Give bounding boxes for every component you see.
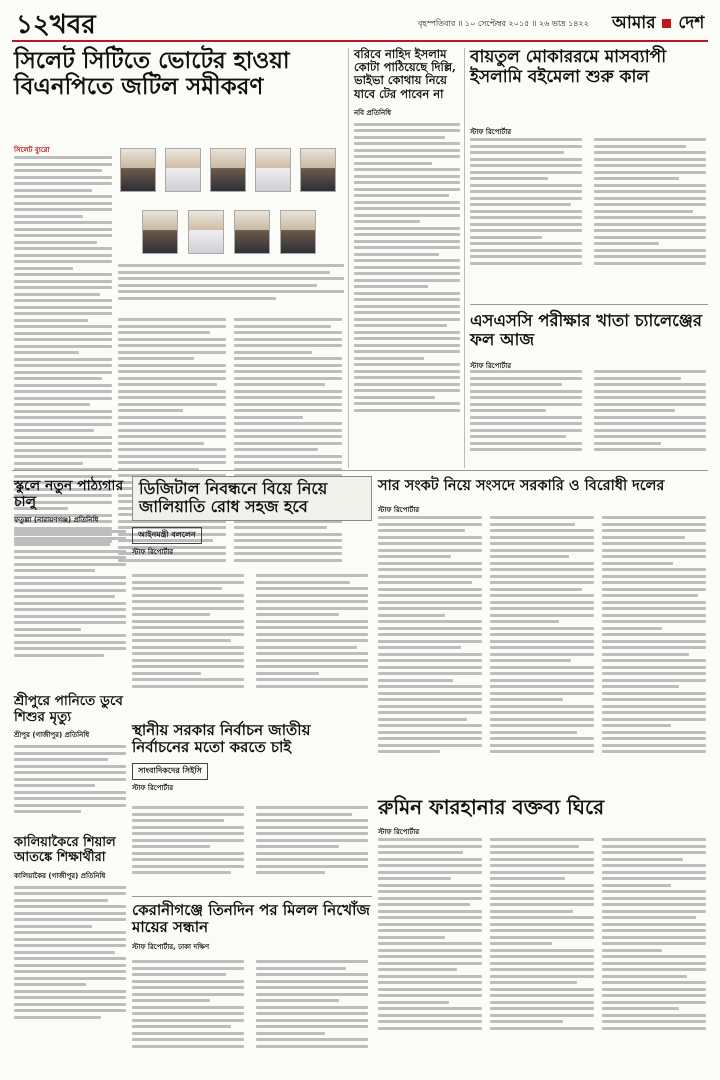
rumin-body-col1 (378, 838, 482, 1070)
marriage-body-col2 (256, 574, 368, 714)
ssc-body-col1 (470, 370, 582, 468)
kaliakoir-byline: কালিয়াকৈর (গাজীপুর) প্রতিনিধি (14, 871, 106, 880)
column-divider (348, 48, 349, 468)
candidate-photo (280, 210, 316, 254)
paper-logo (612, 10, 704, 38)
islami-headline: বায়তুল মোকাররমে মাসব্যাপী ইসলামি বইমেলা শুরু কাল (470, 47, 667, 87)
keraniganj-body-col2 (256, 960, 368, 1070)
keraniganj-headline: কেরানীগঞ্জে তিনদিন পর মিলল নিখোঁজ মায়ের সন্ধান (132, 901, 370, 937)
parliament-headline: সার সংকট নিয়ে সংসদে সরকারি ও বিরোধী দলের (378, 477, 665, 494)
kaliakoir-body (14, 886, 126, 1056)
article-school (14, 478, 126, 690)
masthead (0, 0, 720, 40)
paper-logo-prefix: আমার (612, 13, 656, 33)
logo-square-icon (662, 19, 671, 28)
school-headline: স্কুলে নতুন পাঠ্যগার চালু (14, 478, 124, 511)
paper-logo-suffix: দেশ (678, 13, 705, 33)
sreepur-byline: শ্রীপুর (গাজীপুর) প্রতিনিধি (14, 731, 90, 740)
article-islami (470, 48, 708, 300)
article-keraniganj (132, 902, 372, 1072)
masthead-divider (12, 40, 708, 42)
marriage-body-col1 (132, 574, 244, 714)
column-divider (464, 48, 465, 468)
local-gov-byline: স্টাফ রিপোর্টার (132, 783, 174, 792)
school-body (14, 530, 126, 680)
candidate-photo (234, 210, 270, 254)
candidate-photo (210, 148, 246, 192)
quota-byline: নবি প্রতিনিধি (354, 108, 392, 117)
parliament-body-col1 (378, 516, 482, 786)
article-local-gov (132, 722, 372, 892)
article-rumin (378, 796, 708, 1072)
rumin-body-col3 (602, 838, 706, 1070)
sreepur-body (14, 745, 126, 825)
kaliakoir-headline: কালিয়াকৈরে শিয়াল আতঙ্কে শিক্ষার্থীরা (14, 835, 116, 865)
sylhet-byline: সিলেট ব্যুরো (14, 146, 50, 154)
sreepur-headline: শ্রীপুরে পানিতে ডুবে শিশুর মৃত্যু (14, 693, 123, 725)
candidate-photo (300, 148, 336, 192)
keraniganj-byline: স্টাফ রিপোর্টার, ঢাকা দক্ষিণ (132, 942, 210, 951)
article-parliament (378, 478, 708, 792)
candidate-photo (120, 148, 156, 192)
ssc-byline: স্টাফ রিপোর্টার (470, 362, 512, 370)
islami-byline: স্টাফ রিপোর্টার (470, 128, 512, 136)
quota-headline: বরিবে নাহিদ ইসলাম কোটা পাঠিয়েছে দিল্লি, ভাইভা কোথায় নিয়ে যাবে টের পাবেন না (354, 47, 457, 101)
article-sreepur (14, 694, 126, 830)
marriage-tag: আইনমন্ত্রী বললেন (132, 527, 202, 544)
rumin-byline: স্টাফ রিপোর্টার (378, 828, 420, 836)
parliament-body-col3 (602, 516, 706, 786)
school-byline: ফতুল্লা (নারায়ণগঞ্জ) প্রতিনিধি (14, 516, 99, 525)
ssc-body-col2 (594, 370, 706, 468)
candidate-photo (255, 148, 291, 192)
article-quota (354, 48, 460, 466)
keraniganj-body-col1 (132, 960, 244, 1070)
rumin-body-col2 (490, 838, 594, 1070)
section-divider (132, 896, 372, 897)
page-label: ১২খবর (16, 10, 96, 40)
rumin-headline: রুমিন ফারহানার বক্তব্য ঘিরে (378, 795, 605, 819)
islami-body-col1 (470, 138, 582, 298)
candidates-photo-group (118, 148, 344, 318)
candidate-photo (142, 210, 178, 254)
section-divider (12, 470, 708, 471)
article-kaliakoir (14, 836, 126, 1072)
issue-date: বৃহস্পতিবার ॥ ১০ সেপ্টেম্বর ২০১৫ ॥ ২৬ ভাদ্র ১৪২২ (418, 19, 589, 28)
parliament-body-col2 (490, 516, 594, 786)
sylhet-headline: সিলেট সিটিতে ভোটের হাওয়া বিএনপিতে জটিল সমীকরণ (14, 47, 290, 101)
candidate-photo (165, 148, 201, 192)
marriage-byline: স্টাফ রিপোর্টার (132, 547, 174, 556)
article-ssc (470, 312, 708, 468)
islami-body-col2 (594, 138, 706, 298)
local-gov-tag: সাংবাদিকদের সিইসি (132, 763, 208, 780)
quota-body (354, 123, 460, 453)
candidate-photo (188, 210, 224, 254)
section-divider (470, 304, 708, 305)
local-gov-headline: স্থানীয় সরকার নির্বাচন জাতীয় নির্বাচনের মতো করতে চাই (132, 721, 311, 757)
parliament-byline: স্টাফ রিপোর্টার (378, 506, 420, 514)
local-gov-body-col1 (132, 806, 244, 890)
ssc-headline: এসএসসি পরীক্ষার খাতা চ্যালেঞ্জের ফল আজ (470, 311, 702, 349)
local-gov-body-col2 (256, 806, 368, 890)
marriage-headline: ডিজিটাল নিবন্ধনে বিয়ে নিয়ে জালিয়াতি রোধ সহজ হবে (139, 479, 328, 517)
marriage-headline-box (132, 476, 372, 521)
article-marriage (132, 476, 372, 716)
